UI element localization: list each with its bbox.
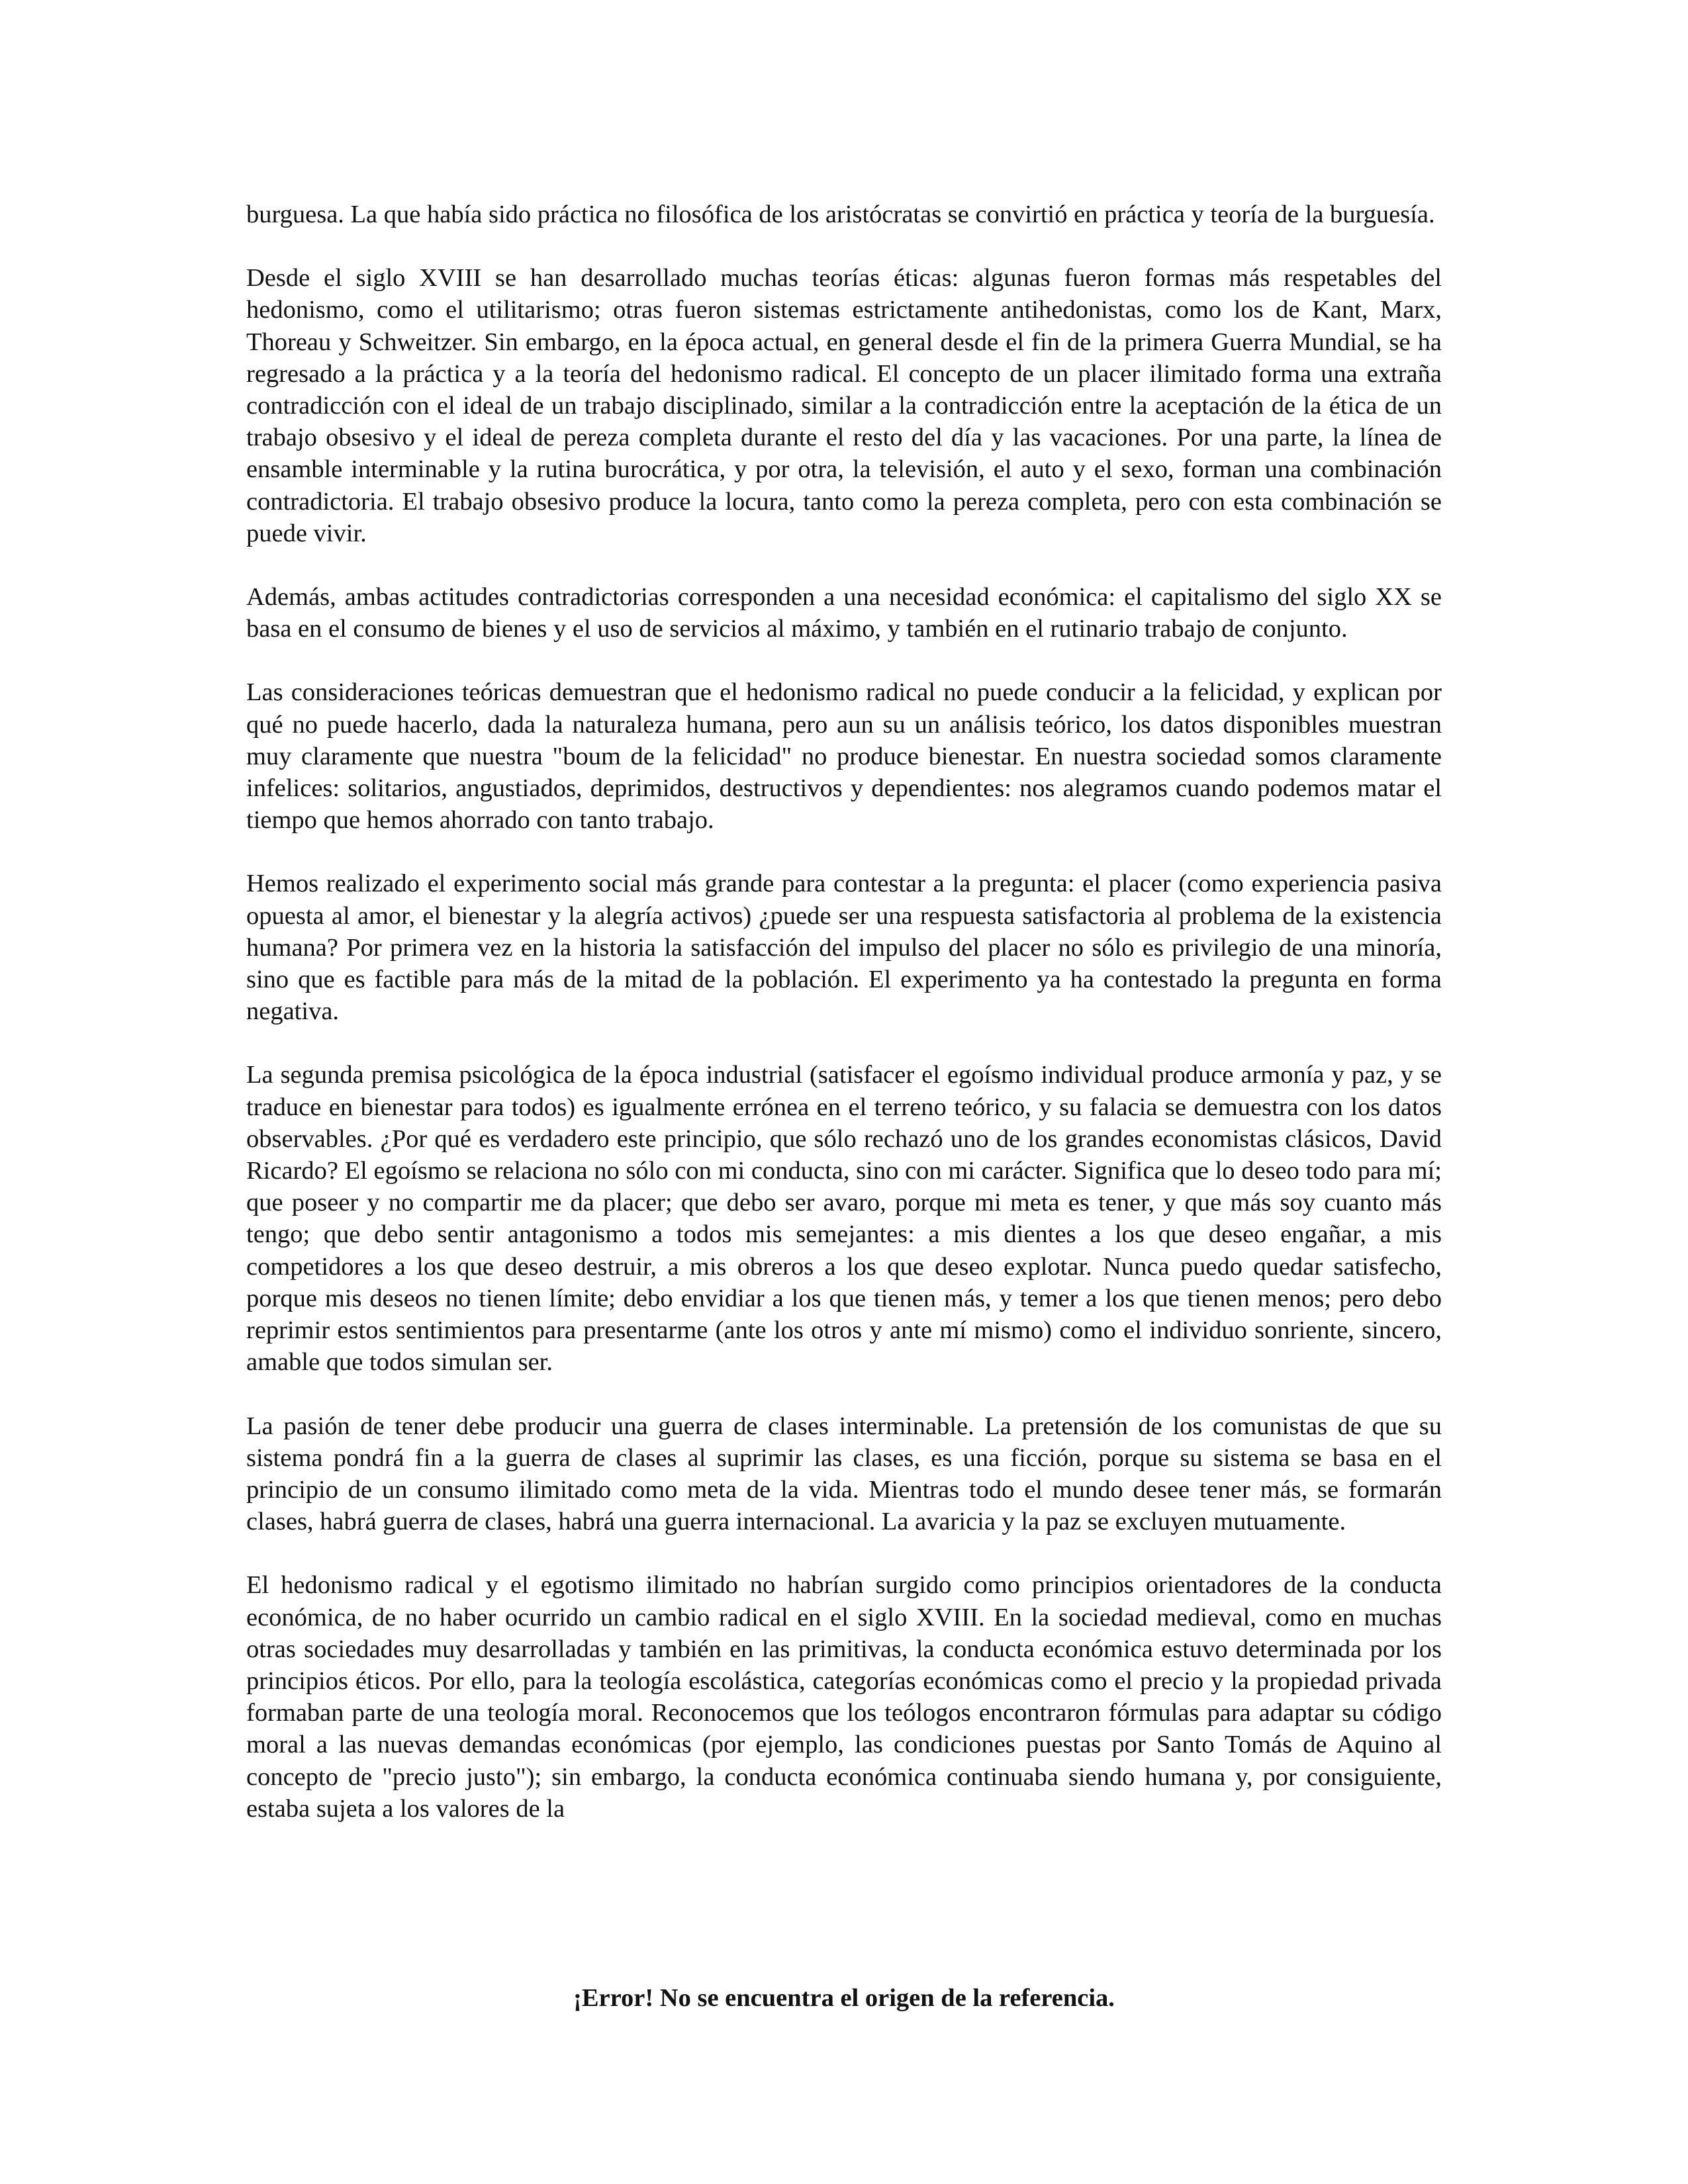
page-body (246, 199, 1442, 1856)
paragraph-6: La segunda premisa psicológica de la época industrial (satisfacer el egoísmo individual produce armonía y paz, y se traduce en bienestar para todos) es igualmente errónea en el terreno teórico, y su falacia se demuestra con los datos observables. ¿Por qué es verdadero este principio, que sólo rechazó uno de los grandes economistas clásicos, David Ricardo? El egoísmo se relaciona no sólo con mi conducta, sino con mi carácter. Significa que lo deseo todo para mí; que poseer y no compartir me da placer; que debo ser avaro, porque mi meta es tener, y que más soy cuanto más tengo; que debo sentir antagonismo a todos mis semejantes: a mis dientes a los que deseo engañar, a mis competidores a los que deseo destruir, a mis obreros a los que deseo explotar. Nunca puedo quedar satisfecho, porque mis deseos no tienen límite; debo envidiar a los que tienen más, y temer a los que tienen menos; pero debo reprimir estos sentimientos para presentarme (ante los otros y ante mí mismo) como el individuo sonriente, sincero, amable que todos simulan ser. (246, 1061, 1442, 1377)
paragraph-1: burguesa. La que había sido práctica no filosófica de los aristócratas se convirtió en práctica y teoría de la burguesía. (246, 201, 1435, 228)
page-footer: ¡Error! No se encuentra el origen de la referencia. (573, 1984, 1115, 2012)
paragraph-8: El hedonismo radical y el egotismo ilimitado no habrían surgido como principios orientadores de la conducta económica, de no haber ocurrido un cambio radical en el siglo XVIII. En la sociedad medieval, como en muchas otras sociedades muy desarrolladas y también en las primitivas, la conducta económica estuvo determinada por los principios éticos. Por ello, para la teología escolástica, categorías económicas como el precio y la propiedad privada formaban parte de una teología moral. Reconocemos que los teólogos encontraron fórmulas para adaptar su código moral a las nuevas demandas económicas (por ejemplo, las condiciones puestas por Santo Tomás de Aquino al concepto de "precio justo"); sin embargo, la conducta económica continuaba siendo humana y, por consiguiente, estaba sujeta a los valores de la (246, 1571, 1442, 1823)
paragraph-3: Además, ambas actitudes contradictorias corresponden a una necesidad económica: el capitalismo del siglo XX se basa en el consumo de bienes y el uso de servicios al máximo, y también en el rutinario trabajo de conjunto. (246, 583, 1442, 643)
paragraph-5: Hemos realizado el experimento social más grande para contestar a la pregunta: el placer (como experiencia pasiva opuesta al amor, el bienestar y la alegría activos) ¿puede ser una respuesta satisfactoria al problema de la existencia humana? Por primera vez en la historia la satisfacción del impulso del placer no sólo es privilegio de una minoría, sino que es factible para más de la mitad de la población. El experimento ya ha contestado la pregunta en forma negativa. (246, 870, 1442, 1026)
paragraph-4: Las consideraciones teóricas demuestran que el hedonismo radical no puede conducir a la felicidad, y explican por qué no puede hacerlo, dada la naturaleza humana, pero aun su un análisis teórico, los datos disponibles muestran muy claramente que nuestra "boum de la felicidad" no produce bienestar. En nuestra sociedad somos claramente infelices: solitarios, angustiados, deprimidos, destructivos y dependientes: nos alegramos cuando podemos matar el tiempo que hemos ahorrado con tanto trabajo. (246, 678, 1442, 835)
paragraph-7: La pasión de tener debe producir una guerra de clases interminable. La pretensión de los comunistas de que su sistema pondrá fin a la guerra de clases al suprimir las clases, es una ficción, porque su sistema se basa en el principio de un consumo ilimitado como meta de la vida. Mientras todo el mundo desee tener más, se formarán clases, habrá guerra de clases, habrá una guerra internacional. La avaricia y la paz se excluyen mutuamente. (246, 1412, 1442, 1536)
paragraph-2: Desde el siglo XVIII se han desarrollado muchas teorías éticas: algunas fueron formas más respetables del hedonismo, como el utilitarismo; otras fueron sistemas estrictamente antihedonistas, como los de Kant, Marx, Thoreau y Schweitzer. Sin embargo, en la época actual, en general desde el fin de la primera Guerra Mundial, se ha regresado a la práctica y a la teoría del hedonismo radical. El concepto de un placer ilimitado forma una extraña contradicción con el ideal de un trabajo disciplinado, similar a la contradicción entre la aceptación de la ética de un trabajo obsesivo y el ideal de pereza completa durante el resto del día y las vacaciones. Por una parte, la línea de ensamble interminable y la rutina burocrática, y por otra, la televisión, el auto y el sexo, forman una combinación contradictoria. El trabajo obsesivo produce la locura, tanto como la pereza completa, pero con esta combinación se puede vivir. (246, 264, 1442, 547)
